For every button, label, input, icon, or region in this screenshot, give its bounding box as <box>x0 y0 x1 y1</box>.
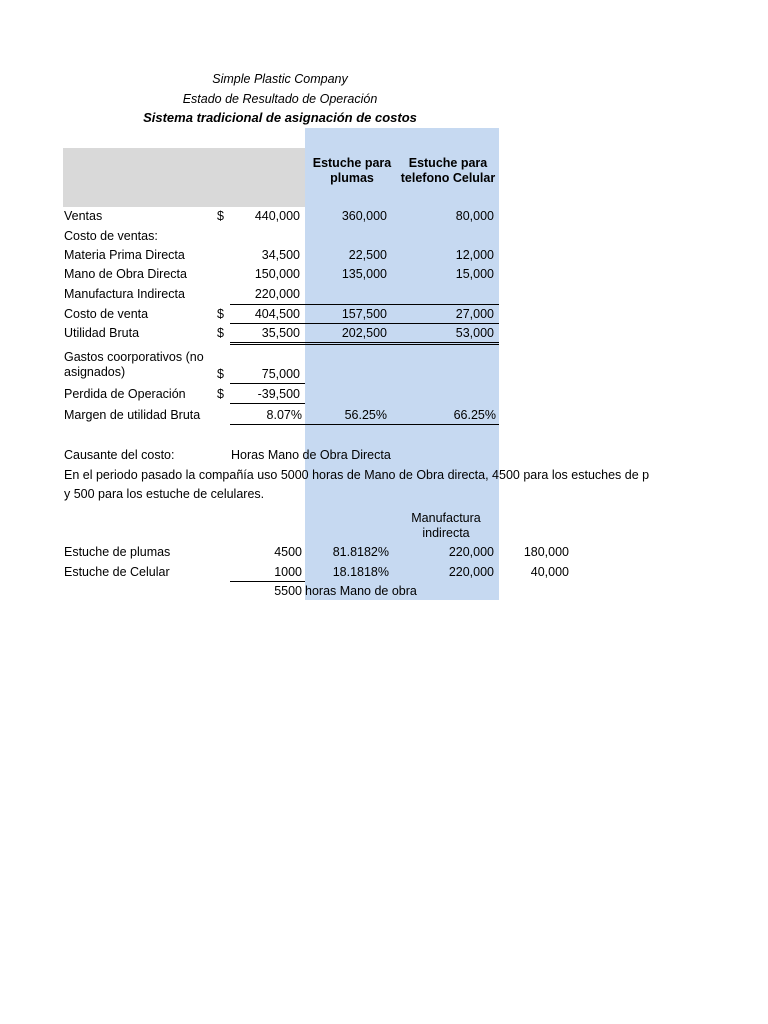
system-title: Sistema tradicional de asignación de costos <box>143 110 417 125</box>
pens-mano: 135,000 <box>341 267 387 281</box>
allocation-label-phones: Estuche de Celular <box>64 565 170 579</box>
phones-margen: 66.25% <box>453 408 496 422</box>
driver-note-line2: y 500 para los estuche de celulares. <box>64 487 265 501</box>
row-label-costo-venta: Costo de venta <box>64 307 149 321</box>
allocation-pct-pens: 81.8182% <box>332 545 389 559</box>
total-perdida: -39,500 <box>257 387 300 401</box>
allocation-mfg-phones: 220,000 <box>448 565 494 579</box>
phones-costo-venta: 27,000 <box>455 307 494 321</box>
total-mano: 150,000 <box>254 267 300 281</box>
pens-costo-venta: 157,500 <box>341 307 387 321</box>
statement-title: Estado de Resultado de Operación <box>182 92 378 106</box>
driver-label: Causante del costo: <box>64 448 175 462</box>
gastos-line <box>230 383 305 384</box>
total-margen: 8.07% <box>266 408 302 422</box>
total-manufactura: 220,000 <box>254 287 300 301</box>
double-line-top <box>230 342 499 343</box>
allocation-total-line <box>230 581 305 582</box>
allocation-hours-phones: 1000 <box>274 565 302 579</box>
row-label-gastos: Gastos coorporativos (no asignados) <box>64 350 204 379</box>
column-header-phones: Estuche para telefono Celular <box>400 156 496 185</box>
total-materia: 34,500 <box>261 248 300 262</box>
column-header-pens: Estuche para plumas <box>312 156 392 185</box>
double-line-bottom <box>230 344 499 345</box>
company-title: Simple Plastic Company <box>212 72 348 86</box>
row-label-materia: Materia Prima Directa <box>64 248 185 262</box>
pens-ventas: 360,000 <box>341 209 387 223</box>
allocation-hours-pens: 4500 <box>274 545 302 559</box>
perdida-line <box>230 403 305 404</box>
currency-costo-venta: $ <box>217 307 224 321</box>
subtotal-line <box>230 304 499 305</box>
margen-line <box>230 424 499 425</box>
row-label-manufactura: Manufactura Indirecta <box>64 287 185 301</box>
total-gastos: 75,000 <box>261 367 300 381</box>
pens-margen: 56.25% <box>344 408 387 422</box>
row-label-perdida: Perdida de Operación <box>64 387 186 401</box>
allocation-total-hours: 5500 <box>274 584 302 598</box>
currency-perdida: $ <box>217 387 224 401</box>
allocation-result-pens: 180,000 <box>523 545 569 559</box>
pens-materia: 22,500 <box>348 248 387 262</box>
allocation-total-label: horas Mano de obra <box>305 584 417 598</box>
pens-utilidad: 202,500 <box>341 326 387 340</box>
row-label-mano: Mano de Obra Directa <box>64 267 187 281</box>
row-label-ventas: Ventas <box>64 209 103 223</box>
driver-value: Horas Mano de Obra Directa <box>231 448 391 462</box>
total-utilidad: 35,500 <box>261 326 300 340</box>
phones-ventas: 80,000 <box>455 209 494 223</box>
header-shading <box>63 148 305 207</box>
currency-gastos: $ <box>217 367 224 381</box>
allocation-pct-phones: 18.1818% <box>332 565 389 579</box>
row-label-costo-ventas: Costo de ventas: <box>64 229 158 243</box>
allocation-mfg-pens: 220,000 <box>448 545 494 559</box>
allocation-result-phones: 40,000 <box>530 565 569 579</box>
total-costo-venta: 404,500 <box>254 307 300 321</box>
total-ventas: 440,000 <box>254 209 300 223</box>
row-label-margen: Margen de utilidad Bruta <box>64 408 201 422</box>
currency-utilidad: $ <box>217 326 224 340</box>
phones-utilidad: 53,000 <box>455 326 494 340</box>
row-label-utilidad: Utilidad Bruta <box>64 326 140 340</box>
subtotal-line-2 <box>230 323 499 324</box>
driver-note-line1: En el periodo pasado la compañía uso 5000 horas de Mano de Obra directa, 4500 para los estuches de p <box>64 468 650 482</box>
phones-materia: 12,000 <box>455 248 494 262</box>
phones-mano: 15,000 <box>455 267 494 281</box>
allocation-label-pens: Estuche de plumas <box>64 545 171 559</box>
allocation-header: Manufactura indirecta <box>411 511 481 540</box>
currency-ventas: $ <box>217 209 224 223</box>
